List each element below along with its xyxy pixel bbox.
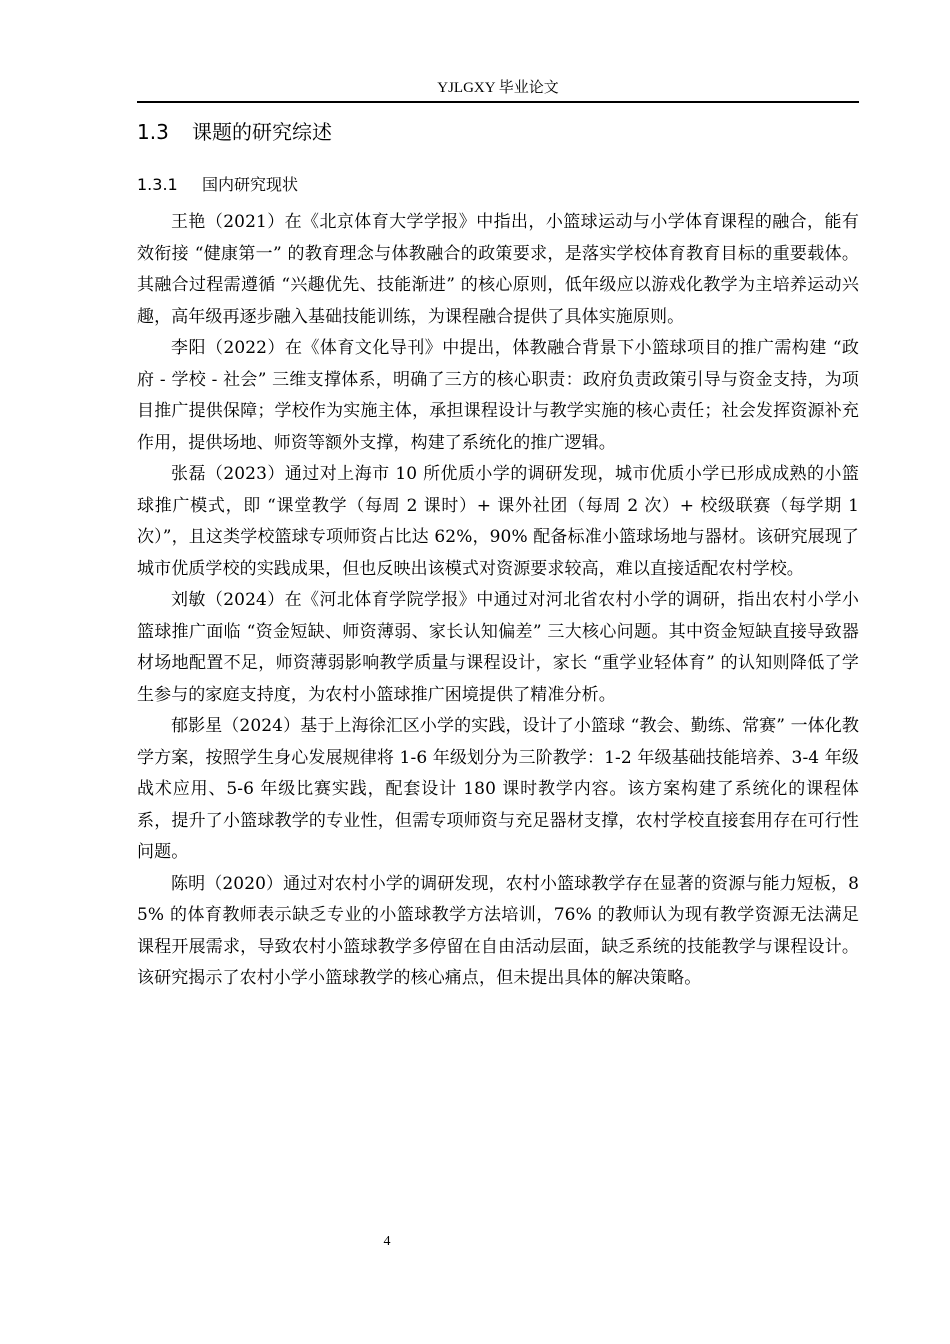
body-text [137, 207, 859, 995]
subsection-title: 国内研究现状 [202, 175, 299, 194]
paragraph-zhang-lei: 张磊（2023）通过对上海市 10 所优质小学的调研发现，城市优质小学已形成成熟的小篮球推广模式，即 “课堂教学（每周 2 课时）+ 课外社团（每周 2 次）+ 校级联赛（每学期 1 次）”，且这类学校篮球专项师资占比达 62%，90% 配备标准小篮球场地与器材。该研究展现了城市优质学校的实践成果，但也反映出该模式对资源要求较高，难以直接适配农村学校。 [137, 464, 859, 579]
section-title: 课题的研究综述 [192, 120, 332, 144]
page-number: 4 [383, 1234, 391, 1249]
subsection-heading [137, 172, 298, 198]
paragraph-wang-yan: 王艳（2021）在《北京体育大学学报》中指出，小篮球运动与小学体育课程的融合，能有效衔接 “健康第一” 的教育理念与体教融合的政策要求，是落实学校体育教育目标的重要载体。其融合过程需遵循 “兴趣优先、技能渐进” 的核心原则，低年级应以游戏化教学为主培养运动兴趣，高年级再逐步融入基础技能训练，为课程融合提供了具体实施原则。 [137, 212, 859, 327]
paragraph-chen-ming: 陈明（2020）通过对农村小学的调研发现，农村小篮球教学存在显著的资源与能力短板，85% 的体育教师表示缺乏专业的小篮球教学方法培训，76% 的教师认为现有教学资源无法满足课程开展需求，导致农村小篮球教学多停留在自由活动层面，缺乏系统的技能教学与课程设计。该研究揭示了农村小学小篮球教学的核心痛点，但未提出具体的解决策略。 [137, 873, 859, 988]
subsection-number: 1.3.1 [137, 175, 178, 194]
paragraph-liu-min: 刘敏（2024）在《河北体育学院学报》中通过对河北省农村小学的调研，指出农村小学小篮球推广面临 “资金短缺、师资薄弱、家长认知偏差” 三大核心问题。其中资金短缺直接导致器材场地配置不足，师资薄弱影响教学质量与课程设计，家长 “重学业轻体育” 的认知则降低了学生参与的家庭支持度，为农村小篮球推广困境提供了精准分析。 [137, 590, 859, 705]
section-heading [137, 117, 332, 147]
paragraph-li-yang: 李阳（2022）在《体育文化导刊》中提出，体教融合背景下小篮球项目的推广需构建 “政府 - 学校 - 社会” 三维支撑体系，明确了三方的核心职责：政府负责政策引导与资金支持，为项目推广提供保障；学校作为实施主体，承担课程设计与教学实施的核心责任；社会发挥资源补充作用，提供场地、师资等额外支撑，构建了系统化的推广逻辑。 [137, 338, 859, 453]
paragraph-yu-yingxing: 郁影星（2024）基于上海徐汇区小学的实践，设计了小篮球 “教会、勤练、常赛” 一体化教学方案，按照学生身心发展规律将 1-6 年级划分为三阶教学：1-2 年级基础技能培养、3-4 年级战术应用、5-6 年级比赛实践，配套设计 180 课时教学内容。该方案构建了系统化的课程体系，提升了小篮球教学的专业性，但需专项师资与充足器材支撑，农村学校直接套用存在可行性问题。 [137, 716, 859, 862]
running-header: YJLGXY 毕业论文 [437, 80, 559, 96]
header-rule [137, 101, 859, 103]
section-number: 1.3 [137, 120, 169, 144]
